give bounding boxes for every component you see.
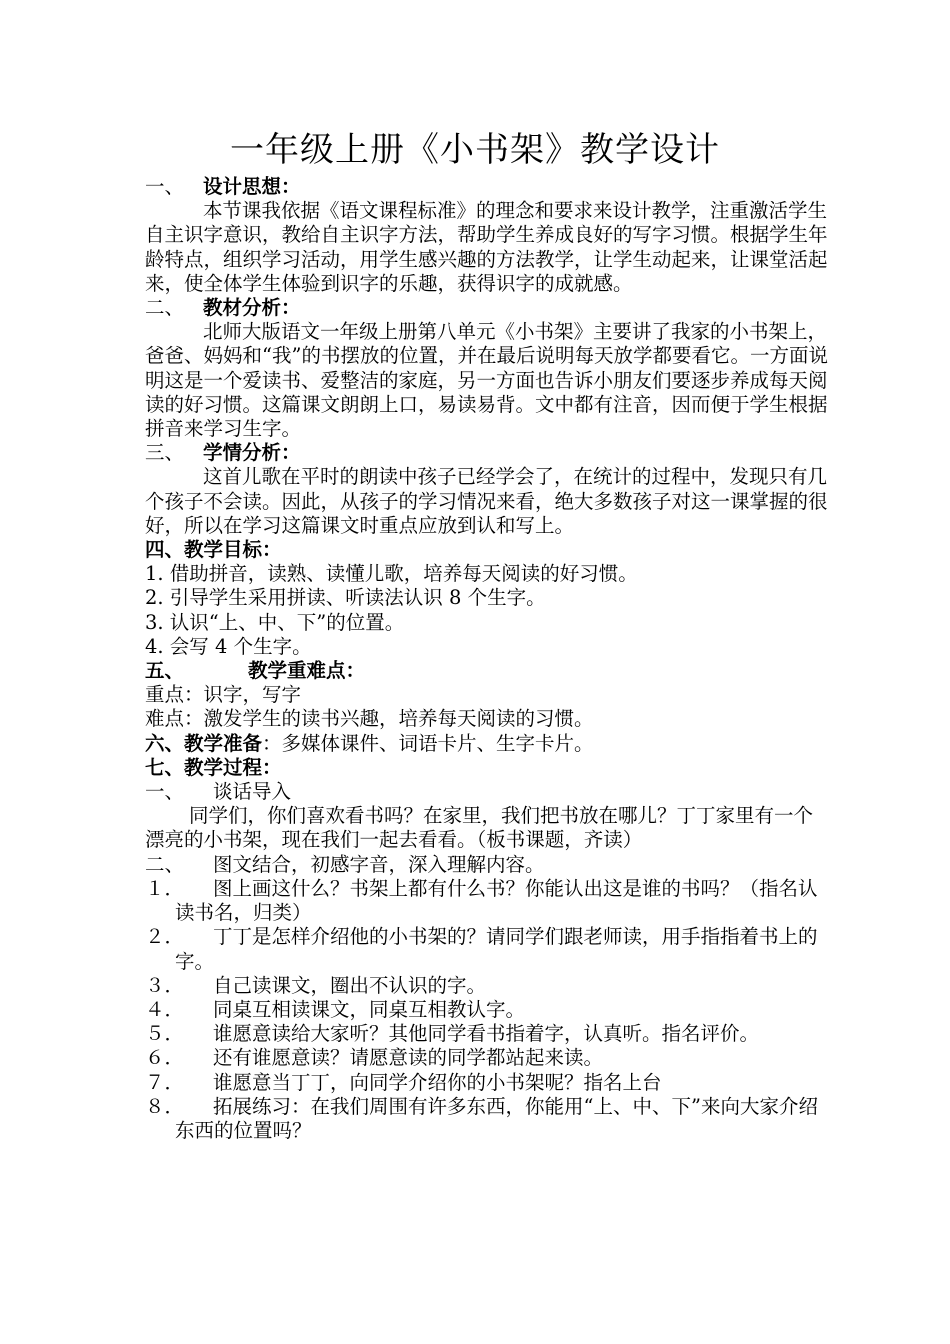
substep-number: ６． xyxy=(145,1046,185,1070)
substep-number: ３． xyxy=(145,973,185,997)
process-substep-5 xyxy=(145,1022,830,1046)
section-heading-key-points xyxy=(145,659,830,683)
section-title: 教学重难点： xyxy=(248,659,366,683)
key-point: 重点：识字，写字 xyxy=(145,683,302,707)
section-number: 五、 xyxy=(145,659,185,683)
process-substep-1 xyxy=(145,877,830,925)
preparation-text: ：多媒体课件、词语卡片、生字卡片。 xyxy=(262,731,594,755)
goal-item-1: 1. 借助拼音，读熟、读懂儿歌，培养每天阅读的好习惯。 xyxy=(145,562,638,586)
goal-item-4: 4. 会写 4 个生字。 xyxy=(145,634,312,658)
substep-text: 丁丁是怎样介绍他的小书架的？请同学们跟老师读，用手指指着书上的字。 xyxy=(175,925,818,973)
section-teaching-preparation xyxy=(145,732,830,756)
section-title: 学情分析： xyxy=(203,441,301,465)
process-substep-2 xyxy=(145,925,830,973)
step-label: 谈话导入 xyxy=(213,780,292,804)
section-title: 教材分析： xyxy=(203,296,301,320)
substep-number: ２． xyxy=(145,925,185,949)
paragraph-student-analysis: 这首儿歌在平时的朗读中孩子已经学会了，在统计的过程中，发现只有几个孩子不会读。因此，从孩子的学习情况来看，绝大多数孩子对这一课掌握的很好，所以在学习这篇课文时重点应放到认和写上。 xyxy=(145,465,828,537)
process-substep-8 xyxy=(145,1095,830,1143)
substep-text: 同桌互相读课文，同桌互相教认字。 xyxy=(213,997,526,1021)
substep-text: 拓展练习：在我们周围有许多东西，你能用“上、中、下”来向大家介绍东西的位置吗？ xyxy=(175,1094,818,1142)
substep-number: ５． xyxy=(145,1022,185,1046)
difficult-point: 难点：激发学生的读书兴趣，培养每天阅读的习惯。 xyxy=(145,707,594,731)
section-heading-design-idea xyxy=(145,175,830,199)
substep-text: 谁愿意当丁丁，向同学介绍你的小书架呢？指名上台 xyxy=(213,1070,662,1094)
process-step-heading-2 xyxy=(145,853,830,877)
substep-number: ８． xyxy=(145,1094,185,1118)
paragraph-design-idea: 本节课我依据《语文课程标准》的理念和要求来设计教学，注重激活学生自主识字意识，教给自主识字方法，帮助学生养成良好的写字习惯。根据学生年龄特点，组织学习活动，用学生感兴趣的方法教学，让学生动起来，让课堂活起来，使全体学生体验到识字的乐趣，获得识字的成就感。 xyxy=(145,199,828,295)
section-heading-student-analysis xyxy=(145,441,830,465)
substep-number: ７． xyxy=(145,1070,185,1094)
process-substep-4 xyxy=(145,998,830,1022)
paragraph-intro-talk: 同学们，你们喜欢看书吗？在家里，我们把书放在哪儿？丁丁家里有一个漂亮的小书架，现在我们一起去看看。（板书课题，齐读） xyxy=(145,804,814,852)
section-heading-teaching-process: 七、教学过程： xyxy=(145,755,282,779)
substep-text: 谁愿意读给大家听？其他同学看书指着字，认真听。指名评价。 xyxy=(213,1022,760,1046)
section-number: 二、 xyxy=(145,296,185,320)
substep-number: ４． xyxy=(145,997,185,1021)
substep-text: 自己读课文，圈出不认识的字。 xyxy=(213,973,487,997)
section-number: 一、 xyxy=(145,175,185,198)
step-label: 图文结合，初感字音，深入理解内容。 xyxy=(213,852,545,876)
substep-text: 还有谁愿意读？请愿意读的同学都站起来读。 xyxy=(213,1046,604,1070)
section-title: 设计思想： xyxy=(203,175,301,198)
section-heading-teaching-goals: 四、教学目标： xyxy=(145,538,282,562)
section-heading-material-analysis xyxy=(145,296,830,320)
goal-item-3: 3. 认识“上、中、下”的位置。 xyxy=(145,610,405,634)
step-number: 二、 xyxy=(145,852,185,876)
step-number: 一、 xyxy=(145,780,185,804)
goal-item-2: 2. 引导学生采用拼读、听读法认识 8 个生字。 xyxy=(145,586,546,610)
process-substep-7 xyxy=(145,1071,830,1095)
section-number: 三、 xyxy=(145,441,185,465)
process-substep-3 xyxy=(145,974,830,998)
section-title: 六、教学准备 xyxy=(145,731,263,755)
process-substep-6 xyxy=(145,1046,830,1070)
document-body xyxy=(145,175,830,1143)
substep-number: １． xyxy=(145,876,185,900)
paragraph-material-analysis: 北师大版语文一年级上册第八单元《小书架》主要讲了我家的小书架上，爸爸、妈妈和“我”的书摆放的位置，并在最后说明每天放学都要看它。一方面说明这是一个爱读书、爱整洁的家庭，另一方面也告诉小朋友们要逐步养成每天阅读的好习惯。这篇课文朗朗上口，易读易背。文中都有注音，因而便于学生根据拼音来学习生字。 xyxy=(145,320,828,441)
substep-text: 图上画这什么？书架上都有什么书？你能认出这是谁的书吗？（指名认读书名，归类） xyxy=(175,876,818,925)
document-title: 一年级上册《小书架》教学设计 xyxy=(230,130,720,170)
process-step-heading-1 xyxy=(145,780,830,804)
